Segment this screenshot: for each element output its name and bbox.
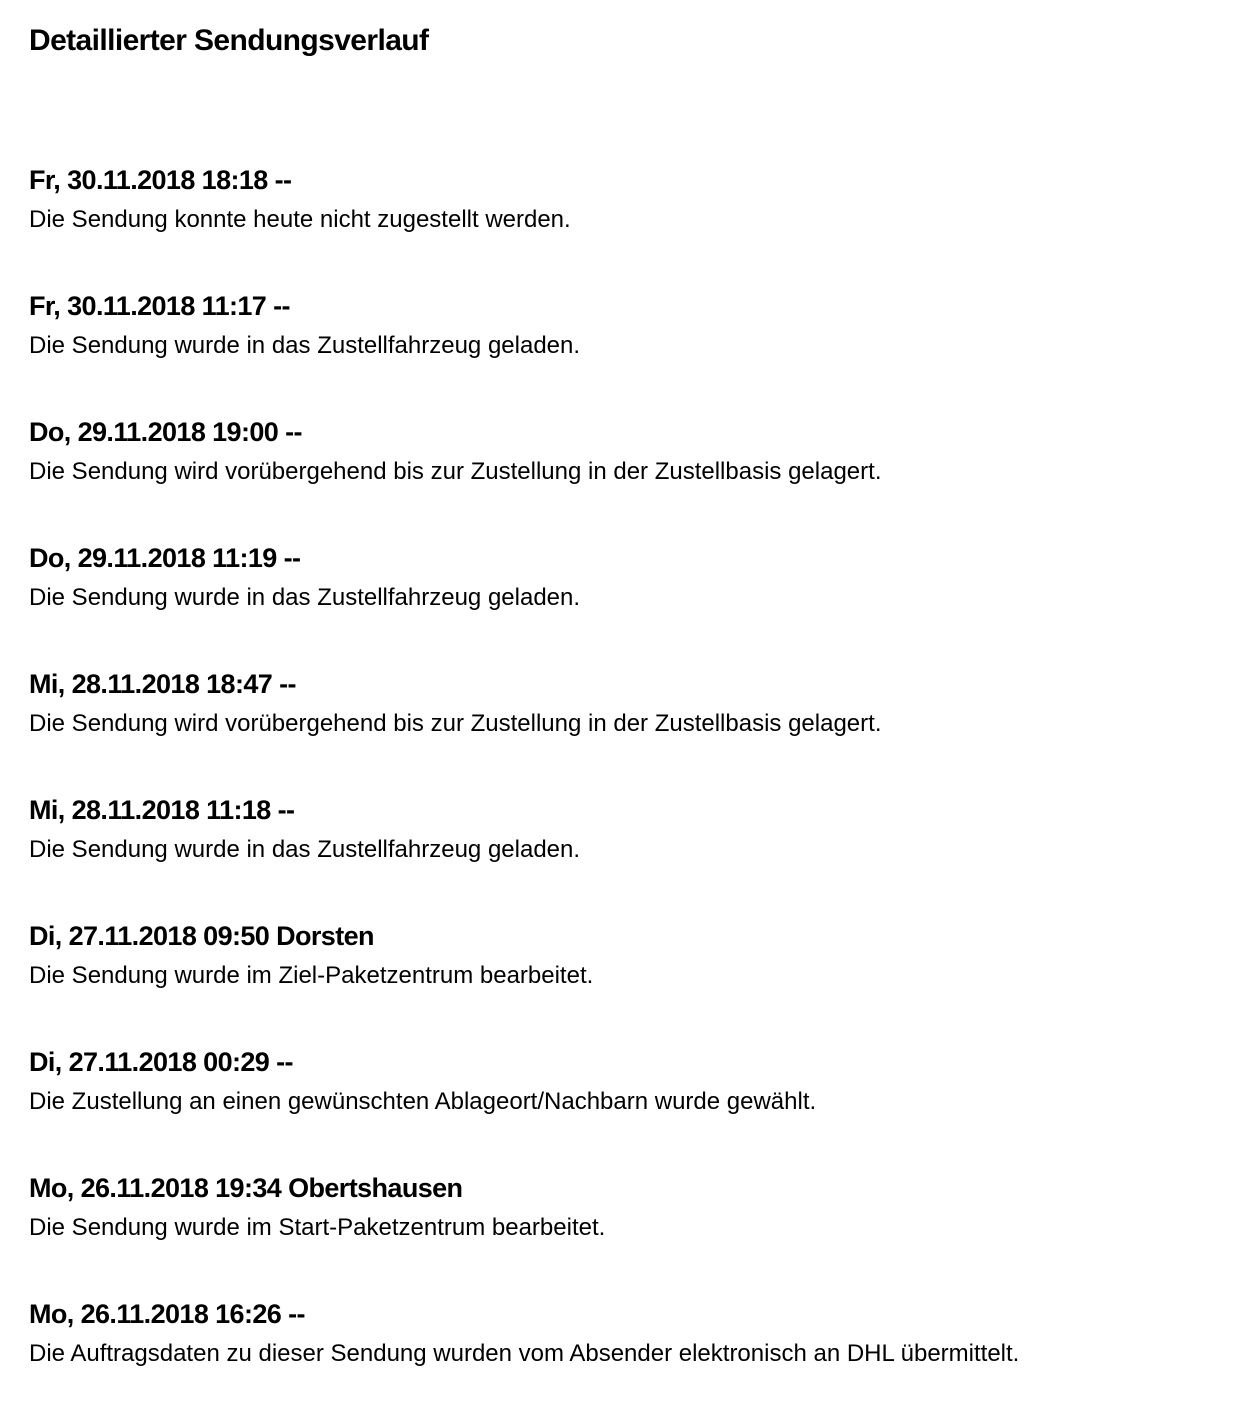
event-datetime: Do, 29.11.2018 11:19 bbox=[29, 543, 277, 573]
event-description: Die Auftragsdaten zu dieser Sendung wurden vom Absender elektronisch an DHL übermittelt. bbox=[29, 1340, 1020, 1367]
event-datetime: Di, 27.11.2018 09:50 bbox=[29, 921, 270, 951]
history-event bbox=[29, 792, 1225, 918]
page-title: Detaillierter Sendungsverlauf bbox=[29, 24, 429, 57]
event-datetime: Di, 27.11.2018 00:29 bbox=[29, 1047, 270, 1077]
event-header bbox=[29, 666, 1225, 702]
event-location: Obertshausen bbox=[288, 1173, 463, 1203]
event-description: Die Sendung wurde in das Zustellfahrzeug geladen. bbox=[29, 584, 581, 611]
history-event bbox=[29, 414, 1225, 540]
history-event bbox=[29, 1170, 1225, 1296]
history-event bbox=[29, 918, 1225, 1044]
event-header bbox=[29, 162, 1225, 198]
event-datetime: Mi, 28.11.2018 18:47 bbox=[29, 669, 273, 699]
event-location: -- bbox=[276, 1047, 293, 1077]
event-header bbox=[29, 918, 1225, 954]
event-header bbox=[29, 1044, 1225, 1080]
event-datetime: Fr, 30.11.2018 18:18 bbox=[29, 165, 268, 195]
event-location: -- bbox=[274, 165, 292, 195]
history-event bbox=[29, 540, 1225, 666]
event-location: -- bbox=[273, 291, 290, 321]
history-event bbox=[29, 162, 1225, 288]
event-description: Die Sendung wurde in das Zustellfahrzeug geladen. bbox=[29, 332, 581, 359]
history-event bbox=[29, 1296, 1225, 1422]
history-event bbox=[29, 666, 1225, 792]
event-datetime: Do, 29.11.2018 19:00 bbox=[29, 417, 279, 447]
history-list bbox=[29, 162, 1225, 1422]
history-event bbox=[29, 288, 1225, 414]
event-header bbox=[29, 414, 1225, 450]
event-location: -- bbox=[288, 1299, 305, 1329]
event-header bbox=[29, 1296, 1225, 1332]
event-description: Die Sendung wurde in das Zustellfahrzeug geladen. bbox=[29, 836, 581, 863]
event-datetime: Fr, 30.11.2018 11:17 bbox=[29, 291, 267, 321]
event-header bbox=[29, 540, 1225, 576]
event-header bbox=[29, 288, 1225, 324]
event-location: -- bbox=[283, 543, 301, 573]
event-description: Die Sendung wird vorübergehend bis zur Zustellung in der Zustellbasis gelagert. bbox=[29, 458, 882, 485]
event-datetime: Mo, 26.11.2018 19:34 bbox=[29, 1173, 282, 1203]
event-description: Die Sendung wurde im Start-Paketzentrum bearbeitet. bbox=[29, 1214, 606, 1241]
event-description: Die Sendung konnte heute nicht zugestellt werden. bbox=[29, 206, 571, 233]
event-location: -- bbox=[279, 669, 296, 699]
history-event bbox=[29, 1044, 1225, 1170]
event-location: -- bbox=[285, 417, 302, 447]
event-description: Die Zustellung an einen gewünschten Ablageort/Nachbarn wurde gewählt. bbox=[29, 1088, 817, 1115]
event-location: -- bbox=[277, 795, 295, 825]
event-location: Dorsten bbox=[276, 921, 374, 951]
event-header bbox=[29, 792, 1225, 828]
event-description: Die Sendung wurde im Ziel-Paketzentrum bearbeitet. bbox=[29, 962, 594, 989]
event-description: Die Sendung wird vorübergehend bis zur Zustellung in der Zustellbasis gelagert. bbox=[29, 710, 882, 737]
event-datetime: Mo, 26.11.2018 16:26 bbox=[29, 1299, 282, 1329]
event-header bbox=[29, 1170, 1225, 1206]
event-datetime: Mi, 28.11.2018 11:18 bbox=[29, 795, 271, 825]
